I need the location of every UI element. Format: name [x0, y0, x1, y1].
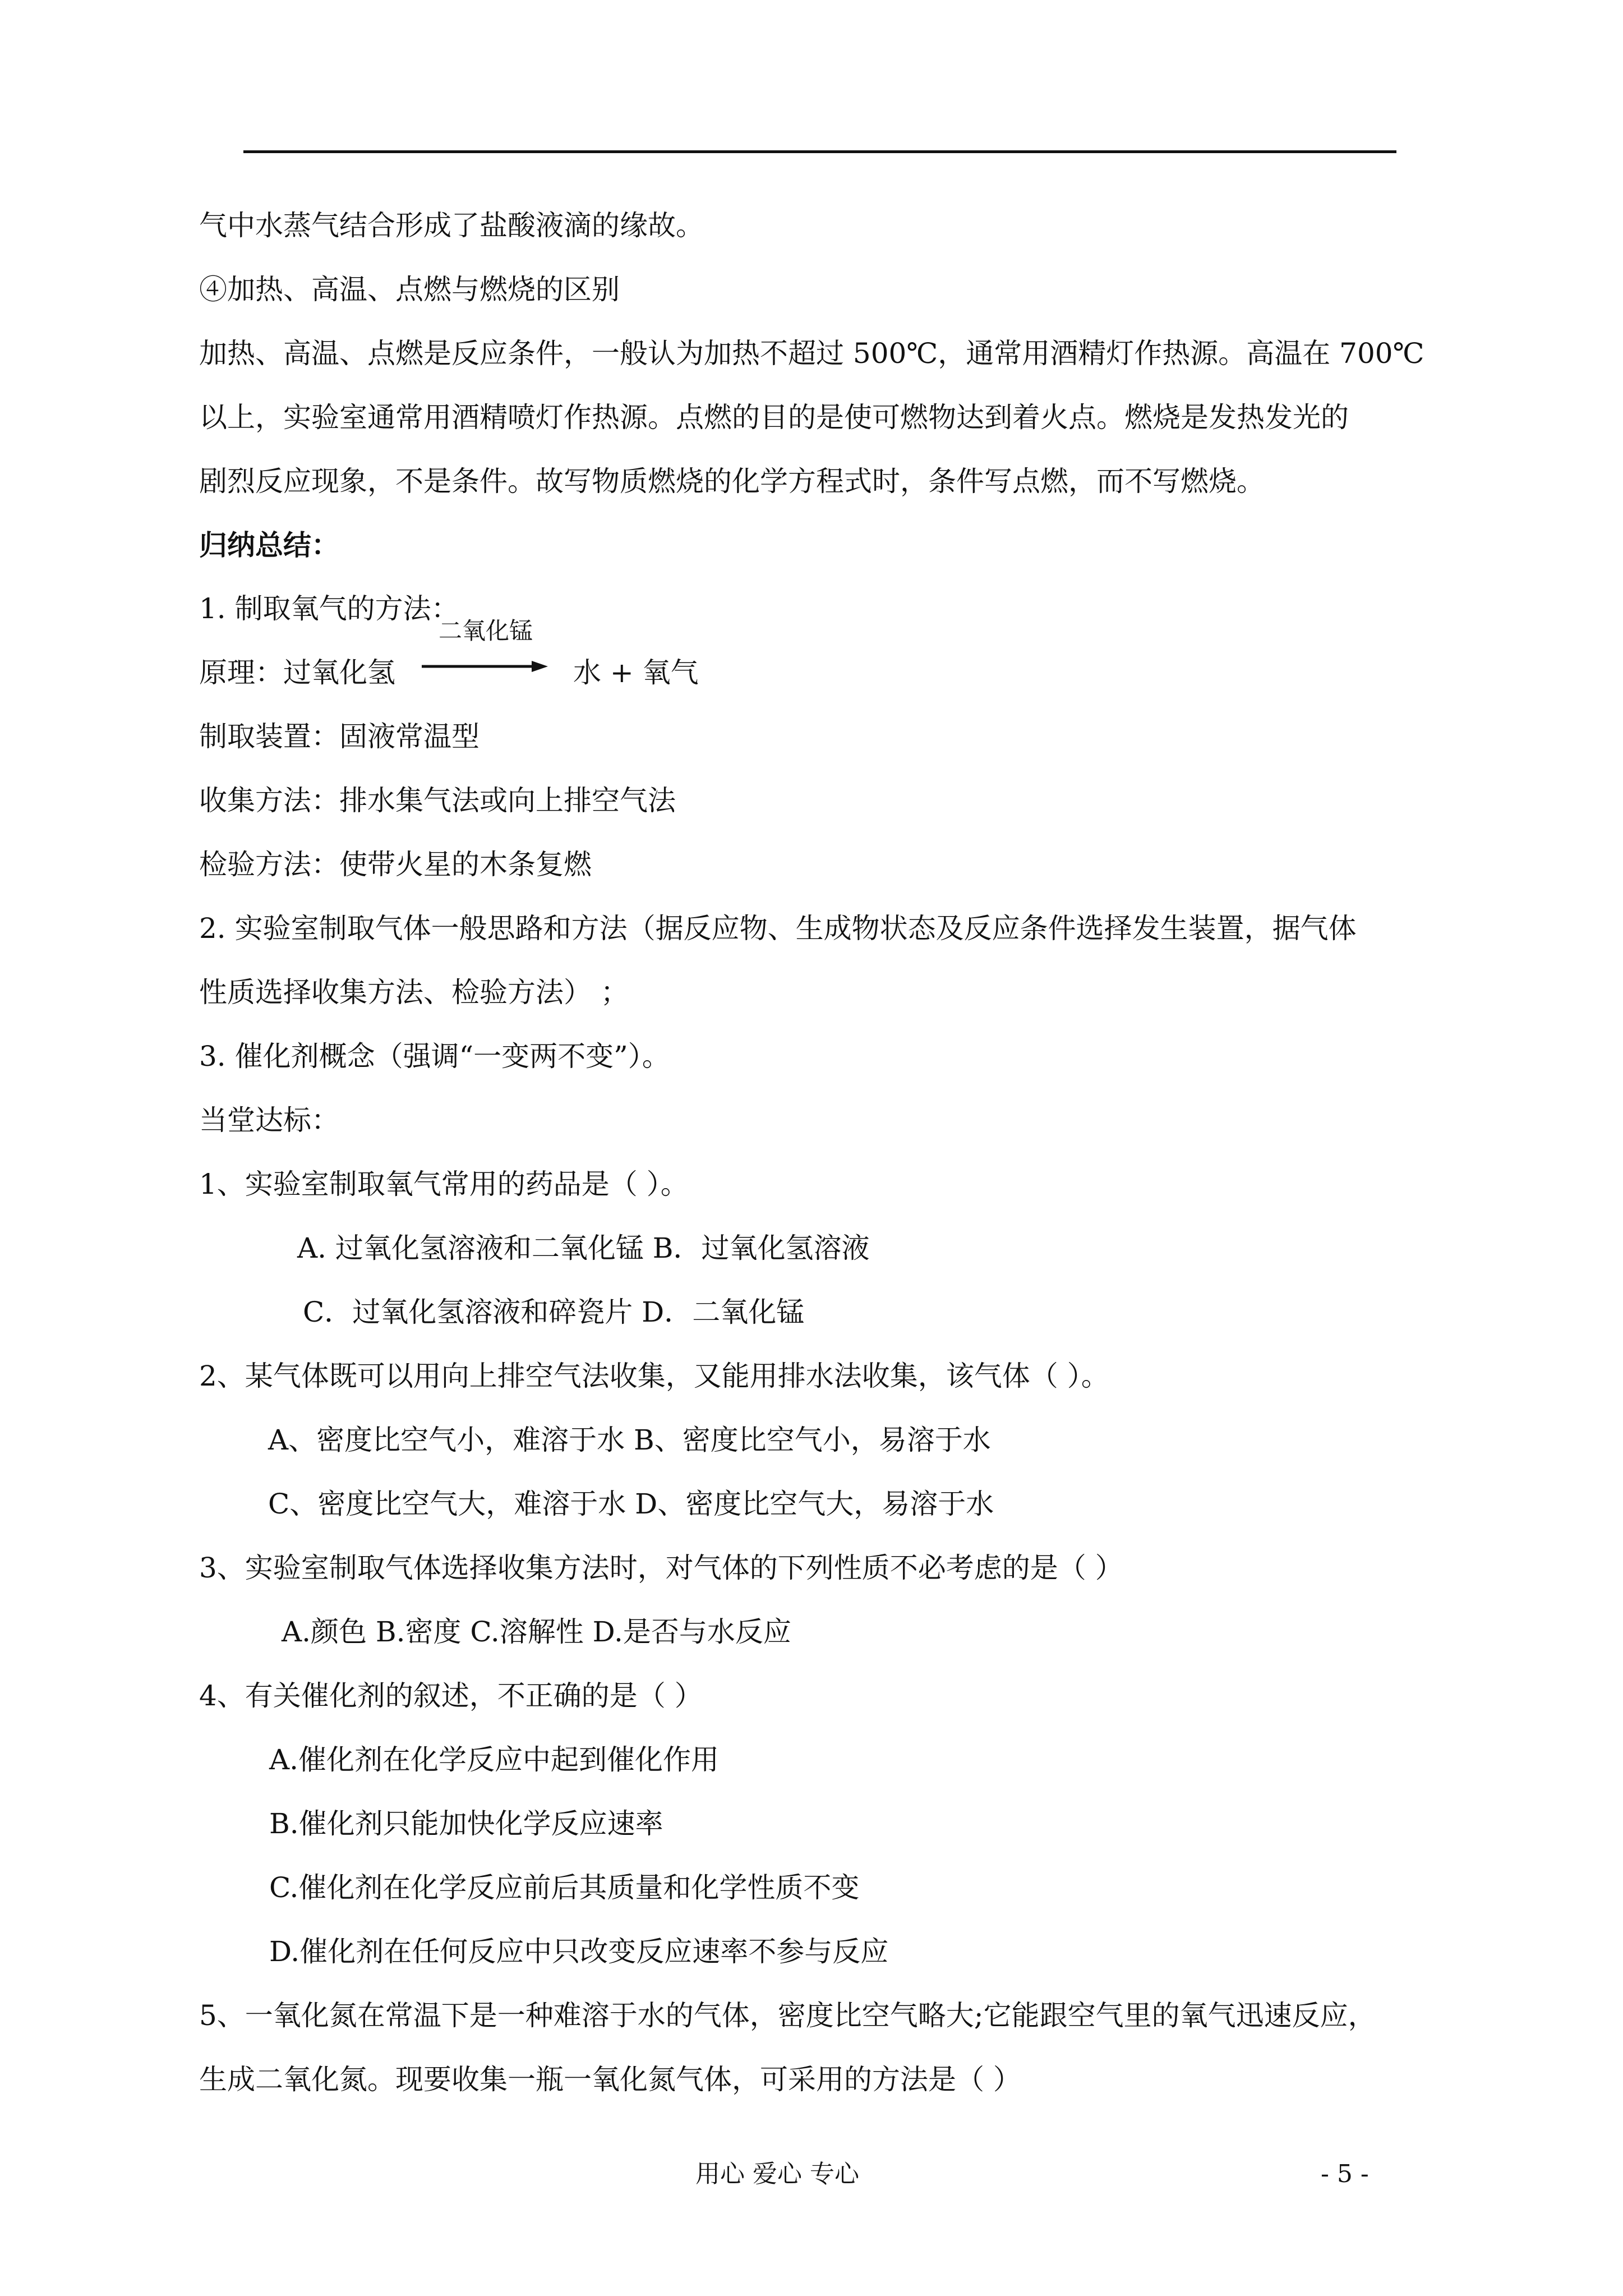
reaction-arrow-icon	[422, 661, 548, 672]
text-line-14: 性质选择收集方法、检验方法） ；	[199, 976, 629, 1009]
question-4: 4、有关催化剂的叙述，不正确的是（ ）	[199, 1680, 703, 1712]
question-2-options-ab: A、密度比空气小，难溶于水 B、密度比空气小，易溶于水	[268, 1424, 991, 1456]
question-4-option-c: C.催化剂在化学反应前后其质量和化学性质不变	[269, 1871, 860, 1904]
question-3: 3、实验室制取气体选择收集方法时，对气体的下列性质不必考虑的是（ ）	[199, 1552, 1123, 1584]
text-line-2: ④加热、高温、点燃与燃烧的区别	[199, 273, 620, 306]
text-line-1: 气中水蒸气结合形成了盐酸液滴的缘故。	[199, 209, 704, 242]
header-rule	[243, 150, 1396, 153]
question-1-options-cd: C．过氧化氢溶液和碎瓷片 D．二氧化锰	[303, 1296, 805, 1328]
question-4-option-d: D.催化剂在任何反应中只改变反应速率不参与反应	[269, 1935, 889, 1968]
footer-motto: 用心 爱心 专心	[695, 2160, 859, 2188]
text-line-10: 制取装置：固液常温型	[199, 720, 479, 753]
text-line-15: 3. 催化剂概念（强调“一变两不变”）。	[199, 1040, 670, 1073]
text-line-7: 1. 制取氧气的方法：	[199, 592, 459, 625]
text-line-12: 检验方法：使带火星的木条复燃	[199, 848, 592, 881]
text-line-11: 收集方法：排水集气法或向上排空气法	[199, 784, 676, 817]
question-3-options: A.颜色 B.密度 C.溶解性 D.是否与水反应	[282, 1616, 791, 1648]
section-heading-practice: 当堂达标：	[199, 1104, 339, 1137]
question-5: 5、一氧化氮在常温下是一种难溶于水的气体，密度比空气略大;它能跟空气里的氧气迅速反应，	[199, 1999, 1376, 2032]
principle-label: 原理：过氧化氢	[199, 656, 395, 689]
text-line-4: 以上，实验室通常用酒精喷灯作热源。点燃的目的是使可燃物达到着火点。燃烧是发热发光的	[199, 401, 1349, 434]
arrow-label: 二氧化锰	[439, 617, 533, 645]
question-4-option-a: A.催化剂在化学反应中起到催化作用	[269, 1743, 720, 1776]
question-5-continued: 生成二氧化氮。现要收集一瓶一氧化氮气体，可采用的方法是（ ）	[199, 2063, 1021, 2096]
principle-products: 水 + 氧气	[573, 656, 699, 689]
text-line-3: 加热、高温、点燃是反应条件，一般认为加热不超过 500℃，通常用酒精灯作热源。高温在 700℃	[199, 337, 1424, 370]
page-number: - 5 -	[1321, 2160, 1369, 2188]
question-4-option-b: B.催化剂只能加快化学反应速率	[269, 1807, 663, 1840]
question-1-options-ab: A. 过氧化氢溶液和二氧化锰 B．过氧化氢溶液	[297, 1232, 870, 1264]
question-2-options-cd: C、密度比空气大，难溶于水 D、密度比空气大，易溶于水	[268, 1488, 994, 1520]
text-line-13: 2. 实验室制取气体一般思路和方法（据反应物、生成物状态及反应条件选择发生装置，据气体	[199, 912, 1357, 945]
question-1: 1、实验室制取氧气常用的药品是（ ）。	[199, 1168, 689, 1200]
text-line-5: 剧烈反应现象，不是条件。故写物质燃烧的化学方程式时，条件写点燃，而不写燃烧。	[199, 465, 1265, 498]
section-heading-summary: 归纳总结：	[199, 528, 339, 562]
question-2: 2、某气体既可以用向上排空气法收集，又能用排水法收集，该气体（ ）。	[199, 1360, 1109, 1392]
